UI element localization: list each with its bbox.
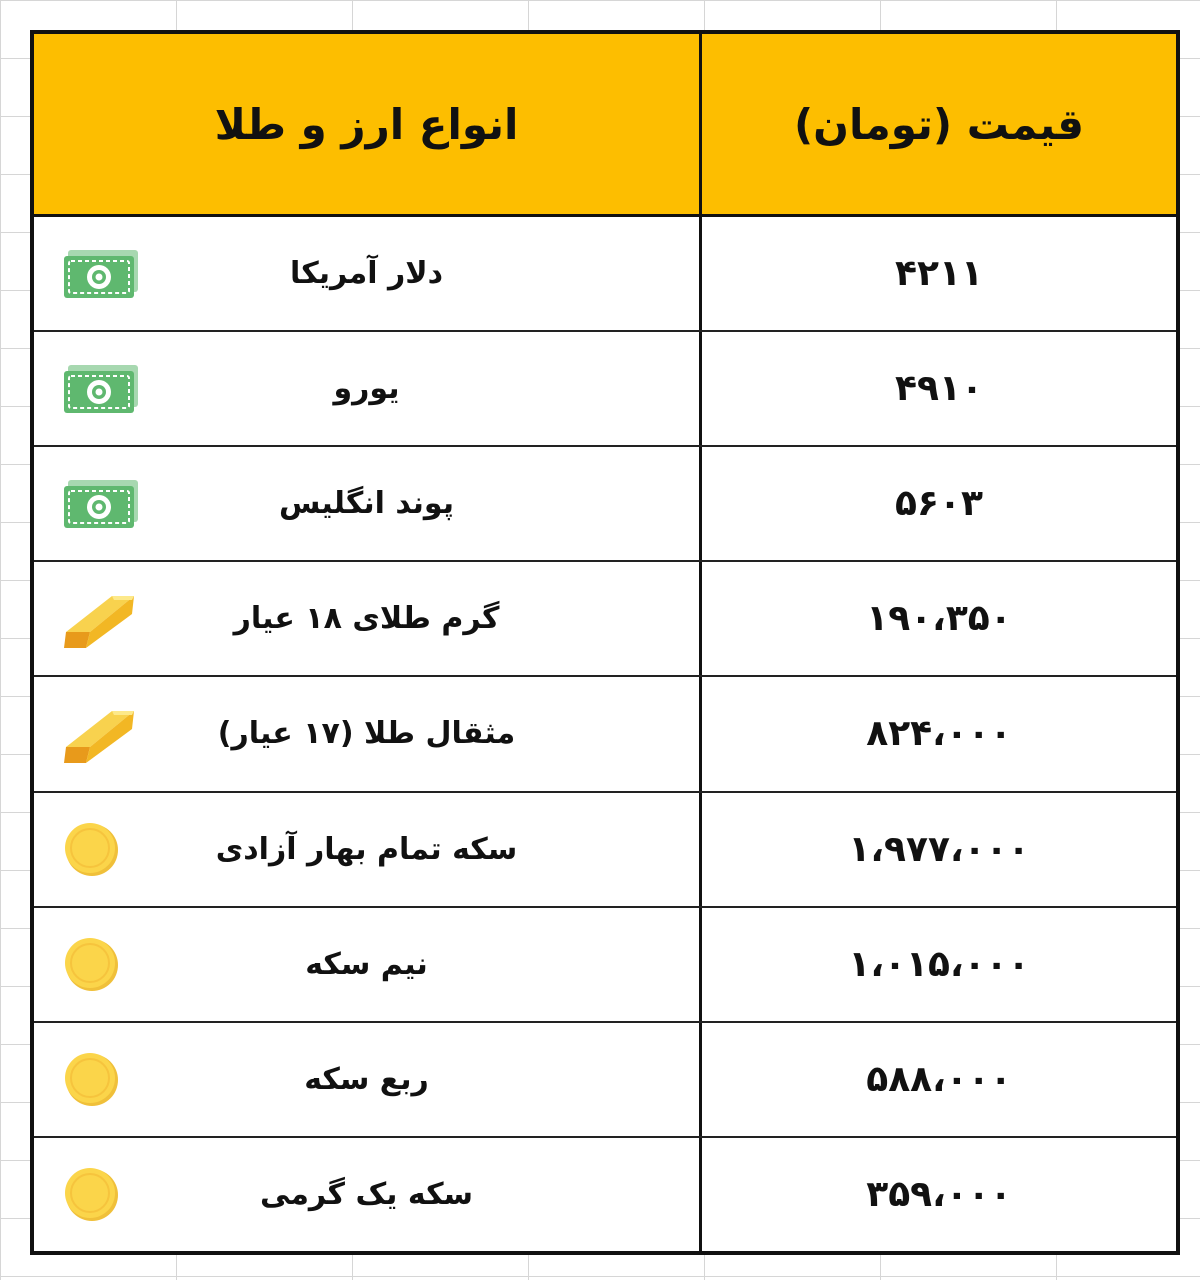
name-cell bbox=[34, 447, 702, 560]
name-cell bbox=[34, 677, 702, 790]
item-name: مثقال طلا (۱۷ عیار) bbox=[217, 716, 516, 752]
table-row bbox=[34, 217, 1176, 332]
item-name: یورو bbox=[333, 371, 400, 407]
price-cell bbox=[702, 677, 1176, 790]
name-cell bbox=[34, 217, 702, 330]
item-name: گرم طلای ۱۸ عیار bbox=[233, 601, 500, 637]
banknote-icon bbox=[62, 363, 140, 415]
table-header-row bbox=[34, 34, 1176, 217]
table-row bbox=[34, 793, 1176, 908]
header-price-cell bbox=[702, 34, 1176, 214]
item-price: ۴۹۱۰ bbox=[895, 368, 983, 410]
item-name: نیم سکه bbox=[305, 946, 428, 982]
gold-bar-icon bbox=[62, 586, 142, 652]
price-cell bbox=[702, 447, 1176, 560]
price-cell bbox=[702, 1138, 1176, 1251]
header-name-cell bbox=[34, 34, 702, 214]
gold-coin-icon bbox=[62, 820, 120, 878]
item-price: ۳۵۹،۰۰۰ bbox=[866, 1173, 1012, 1215]
price-cell bbox=[702, 908, 1176, 1021]
table-row bbox=[34, 447, 1176, 562]
item-name: ربع سکه bbox=[304, 1061, 429, 1097]
gold-coin-icon bbox=[62, 1165, 120, 1223]
gold-coin-icon bbox=[62, 935, 120, 993]
table-row bbox=[34, 908, 1176, 1023]
table-row bbox=[34, 1138, 1176, 1251]
table-row bbox=[34, 332, 1176, 447]
banknote-icon bbox=[62, 248, 140, 300]
name-cell bbox=[34, 1138, 702, 1251]
item-price: ۵۶۰۳ bbox=[895, 483, 983, 525]
price-cell bbox=[702, 562, 1176, 675]
item-price: ۵۸۸،۰۰۰ bbox=[866, 1058, 1012, 1100]
item-name: دلار آمریکا bbox=[290, 256, 443, 292]
name-cell bbox=[34, 908, 702, 1021]
gold-bar-icon bbox=[62, 701, 142, 767]
banknote-icon bbox=[62, 478, 140, 530]
name-cell bbox=[34, 793, 702, 906]
price-cell bbox=[702, 793, 1176, 906]
item-name: پوند انگلیس bbox=[278, 486, 454, 522]
price-cell bbox=[702, 217, 1176, 330]
item-price: ۴۲۱۱ bbox=[895, 253, 983, 295]
item-price: ۱،۰۱۵،۰۰۰ bbox=[848, 943, 1030, 985]
item-price: ۱،۹۷۷،۰۰۰ bbox=[848, 828, 1030, 870]
price-table bbox=[30, 30, 1180, 1255]
name-cell bbox=[34, 332, 702, 445]
item-name: سکه تمام بهار آزادی bbox=[215, 831, 518, 867]
name-cell bbox=[34, 562, 702, 675]
name-cell bbox=[34, 1023, 702, 1136]
item-name: سکه یک گرمی bbox=[259, 1176, 474, 1212]
item-price: ۸۲۴،۰۰۰ bbox=[866, 713, 1012, 755]
table-row bbox=[34, 1023, 1176, 1138]
table-row bbox=[34, 562, 1176, 677]
price-cell bbox=[702, 332, 1176, 445]
table-row bbox=[34, 677, 1176, 792]
price-cell bbox=[702, 1023, 1176, 1136]
item-price: ۱۹۰،۳۵۰ bbox=[866, 598, 1012, 640]
header-name-label: انواع ارز و طلا bbox=[214, 99, 519, 149]
gold-coin-icon bbox=[62, 1050, 120, 1108]
header-price-label: قیمت (تومان) bbox=[793, 99, 1084, 149]
